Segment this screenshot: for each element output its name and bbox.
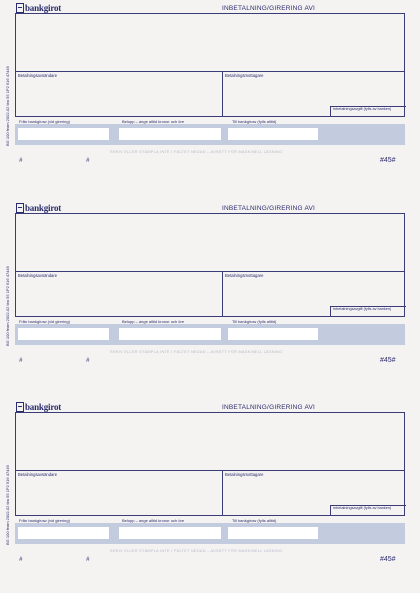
from-bankgiro-field[interactable]: [18, 128, 109, 140]
payment-slip-1: [0, 0, 420, 185]
hash-mark: #: [86, 556, 90, 563]
sender-label: Betalningsavsändare: [18, 273, 58, 278]
from-bankgiro-label: Från bankgirow (vid girering): [19, 119, 70, 124]
form-code: BG 100 feam 2002-02 tba 55 1P2 916 47449: [5, 66, 10, 146]
message-box[interactable]: [15, 213, 405, 317]
fee-box: Inbetalningsavgift (fylls av banken): [330, 106, 406, 117]
divider: [222, 271, 223, 316]
hash-mark: #: [86, 157, 90, 164]
amount-field[interactable]: [119, 328, 221, 340]
amount-label: Belopp – ange alltid kronor och öre: [122, 119, 185, 124]
message-box[interactable]: [15, 13, 405, 117]
receiver-label: Betalningsmottagare: [225, 472, 264, 477]
brand-name: bankgirot: [25, 402, 62, 412]
sender-label: Betalningsavsändare: [18, 472, 58, 477]
bankgirot-logo-icon: [16, 3, 24, 13]
to-bankgiro-field[interactable]: [228, 328, 318, 340]
from-bankgiro-field[interactable]: [18, 328, 109, 340]
form-number: #45#: [380, 556, 396, 563]
bankgirot-logo: [16, 3, 61, 13]
from-bankgiro-label: Från bankgirow (vid girering): [19, 319, 70, 324]
hash-mark: #: [19, 157, 23, 164]
payment-slip-3: [0, 399, 420, 584]
bankgirot-logo-icon: [16, 402, 24, 412]
payment-slip-2: [0, 200, 420, 385]
fee-box: Inbetalningsavgift (fylls av banken): [330, 306, 406, 317]
amount-label: Belopp – ange alltid kronor och öre: [122, 319, 185, 324]
brand-name: bankgirot: [25, 203, 62, 213]
hash-mark: #: [86, 357, 90, 364]
bankgirot-logo: [16, 402, 61, 412]
amount-field[interactable]: [119, 128, 221, 140]
bankgirot-logo-icon: [16, 203, 24, 213]
receiver-label: Betalningsmottagare: [225, 73, 264, 78]
machine-read-note: SKRIV ELLER STÄMPLA INTE I FÄLTET NEDAN – AVSETT FÖR MASKINELL LÄSNING: [110, 549, 283, 553]
ocr-bar: [15, 324, 405, 345]
ocr-bar: [15, 523, 405, 544]
from-bankgiro-label: Från bankgirow (vid girering): [19, 518, 70, 523]
receiver-label: Betalningsmottagare: [225, 273, 264, 278]
bankgirot-logo: [16, 203, 61, 213]
amount-field[interactable]: [119, 527, 221, 539]
divider: [222, 71, 223, 116]
slip-title: INBETALNING/GIRERING AVI: [222, 5, 316, 12]
sender-label: Betalningsavsändare: [18, 73, 58, 78]
machine-read-note: SKRIV ELLER STÄMPLA INTE I FÄLTET NEDAN – AVSETT FÖR MASKINELL LÄSNING: [110, 150, 283, 154]
divider: [16, 271, 404, 272]
to-bankgiro-label: Till bankgirow (fylls alltid): [232, 319, 277, 324]
amount-label: Belopp – ange alltid kronor och öre: [122, 518, 185, 523]
slip-title: INBETALNING/GIRERING AVI: [222, 404, 316, 411]
divider: [16, 71, 404, 72]
slip-title: INBETALNING/GIRERING AVI: [222, 205, 316, 212]
hash-mark: #: [19, 556, 23, 563]
machine-read-note: SKRIV ELLER STÄMPLA INTE I FÄLTET NEDAN – AVSETT FÖR MASKINELL LÄSNING: [110, 350, 283, 354]
to-bankgiro-field[interactable]: [228, 128, 318, 140]
hash-mark: #: [19, 357, 23, 364]
form-code: BG 100 feam 2002-02 tba 55 1P2 916 47449: [5, 465, 10, 545]
brand-name: bankgirot: [25, 3, 62, 13]
form-number: #45#: [380, 357, 396, 364]
ocr-bar: [15, 124, 405, 145]
to-bankgiro-field[interactable]: [228, 527, 318, 539]
divider: [222, 470, 223, 515]
form-code: BG 100 feam 2002-02 tba 55 1P2 916 47449: [5, 266, 10, 346]
fee-box: Inbetalningsavgift (fylls av banken): [330, 505, 406, 516]
message-box[interactable]: [15, 412, 405, 516]
from-bankgiro-field[interactable]: [18, 527, 109, 539]
form-number: #45#: [380, 157, 396, 164]
divider: [16, 470, 404, 471]
to-bankgiro-label: Till bankgirow (fylls alltid): [232, 518, 277, 523]
to-bankgiro-label: Till bankgirow (fylls alltid): [232, 119, 277, 124]
